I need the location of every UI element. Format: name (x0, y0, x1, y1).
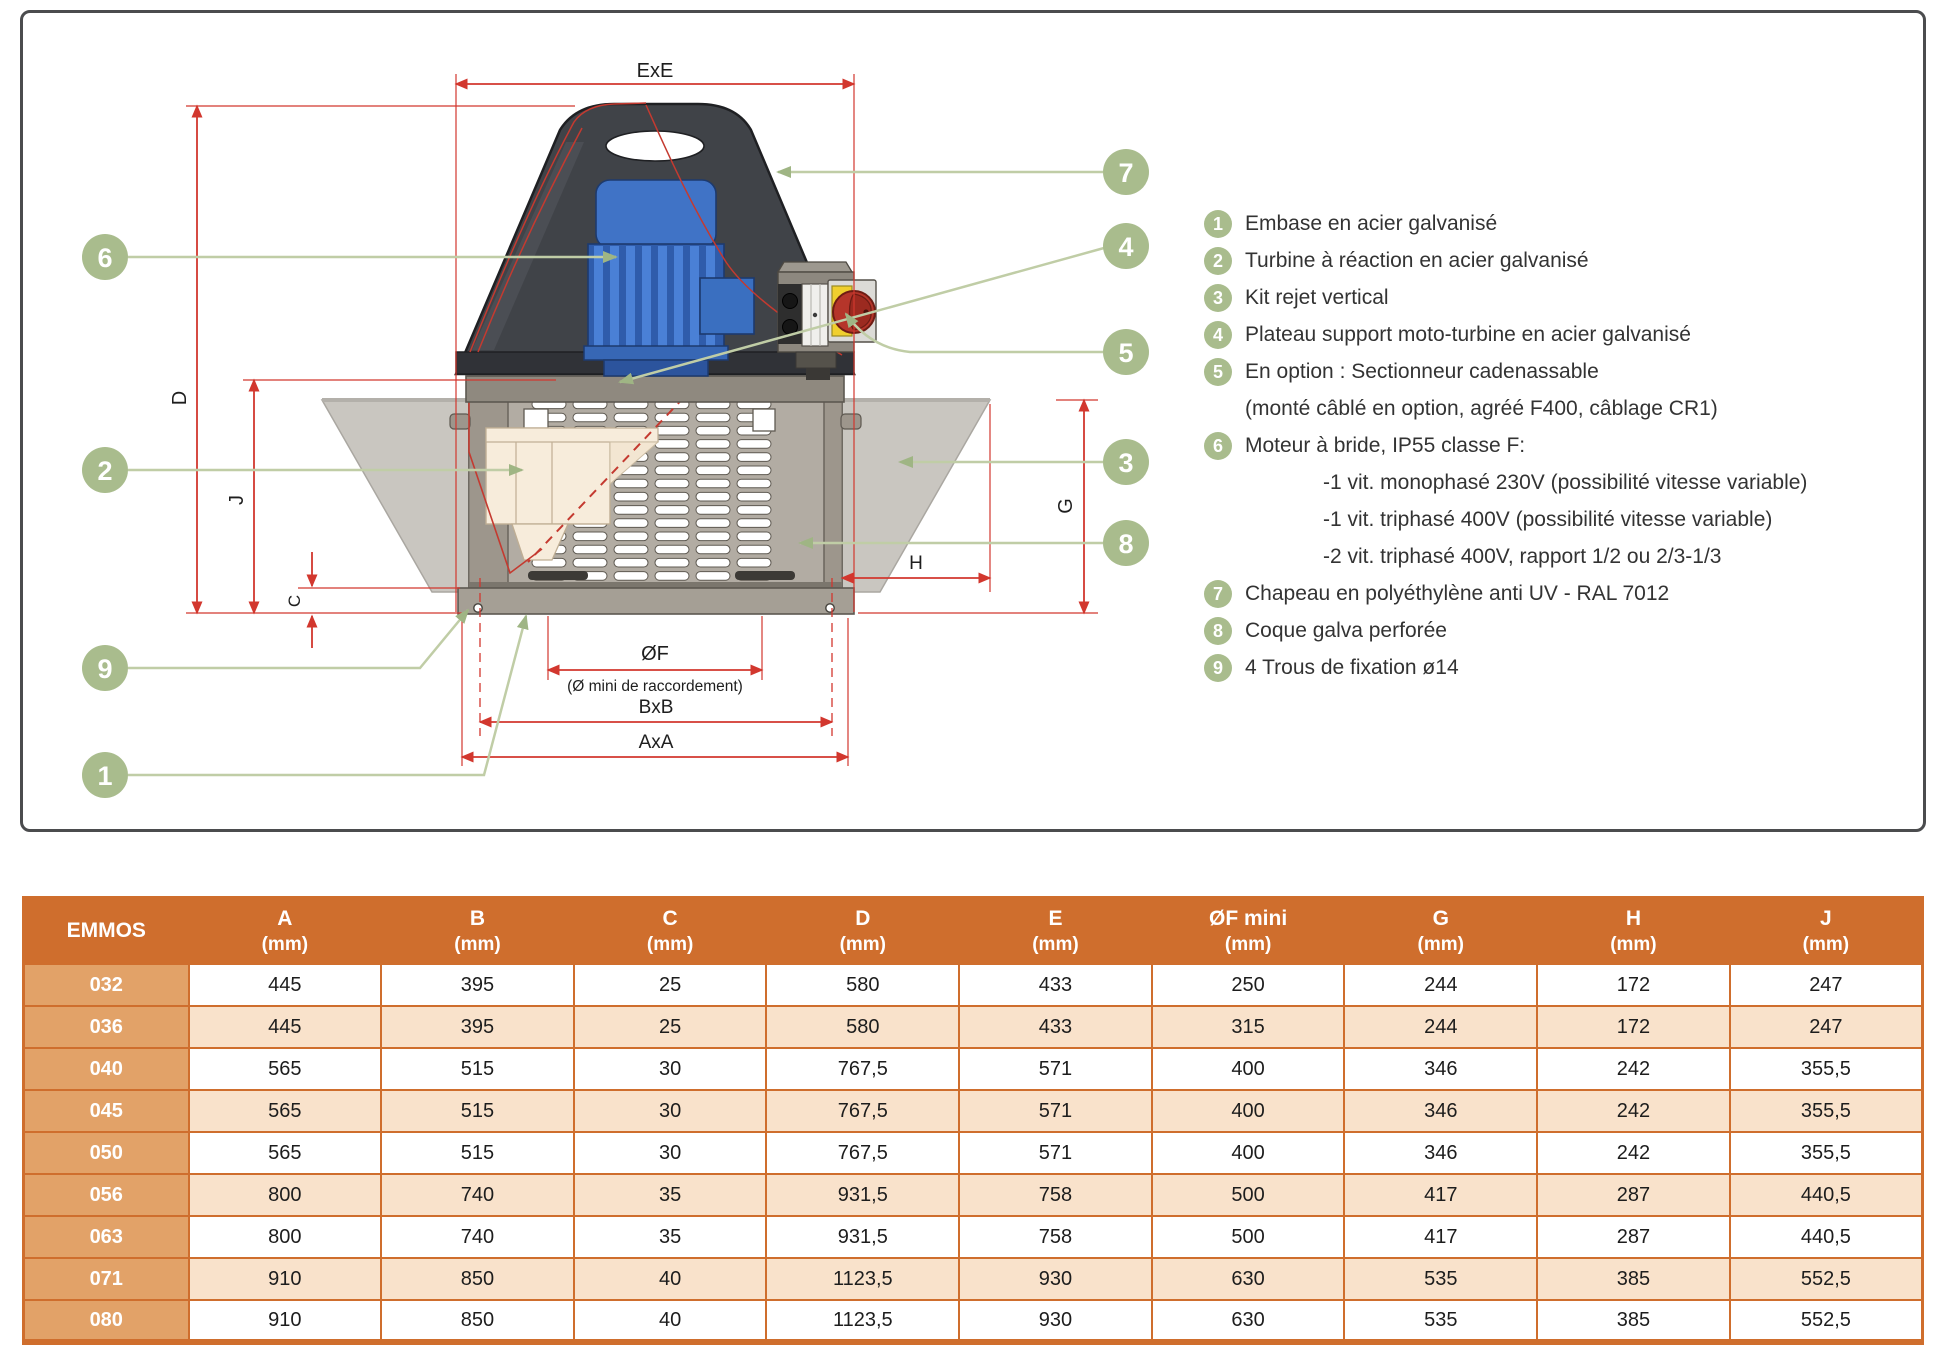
table-cell: 931,5 (766, 1216, 959, 1258)
legend-item (1204, 205, 1807, 242)
table-cell: 287 (1537, 1216, 1730, 1258)
diagram-panel (20, 10, 1926, 832)
column-header: A (mm) (189, 898, 382, 965)
legend-item-text: 4 Trous de fixation ø14 (1245, 655, 1459, 679)
table-cell: 242 (1537, 1132, 1730, 1174)
table-cell: 417 (1344, 1174, 1537, 1216)
table-cell: 244 (1344, 964, 1537, 1006)
callout-leader-9 (128, 610, 468, 668)
base-plate (458, 582, 854, 614)
table-cell: 287 (1537, 1174, 1730, 1216)
table-cell: 515 (381, 1132, 574, 1174)
legend-number: 6 (1204, 432, 1232, 460)
louver-slot (655, 453, 689, 462)
callout-number-7: 7 (1118, 158, 1134, 188)
legend-item (1204, 279, 1807, 316)
table-cell: 244 (1344, 1006, 1537, 1048)
table-cell: 758 (959, 1174, 1152, 1216)
dim-label-d: D (169, 390, 191, 406)
table-cell: 800 (189, 1174, 382, 1216)
legend-item (1204, 464, 1807, 501)
dim-label-g: G (1055, 498, 1077, 514)
legend-number: 9 (1204, 654, 1232, 682)
louver-slot (573, 558, 607, 567)
table-cell: 445 (189, 964, 382, 1006)
table-cell: 535 (1344, 1258, 1537, 1300)
callout-number-3: 3 (1118, 448, 1134, 478)
column-header: C (mm) (574, 898, 767, 965)
dim-label-of-sub: (Ø mini de raccordement) (567, 678, 743, 695)
table-cell: 395 (381, 1006, 574, 1048)
table-cell: 445 (189, 1006, 382, 1048)
legend-item-text: -1 vit. monophasé 230V (possibilité vitesse variable) (1323, 470, 1808, 494)
model-cell: 036 (24, 1006, 189, 1048)
legend-item-text: -2 vit. triphasé 400V, rapport 1/2 ou 2/3-1/3 (1323, 544, 1722, 568)
legend-item (1204, 353, 1807, 390)
louver-slot (696, 413, 730, 422)
table-cell: 931,5 (766, 1174, 959, 1216)
legend-item (1204, 538, 1807, 575)
table-cell: 242 (1537, 1090, 1730, 1132)
louver-slot (696, 466, 730, 475)
table-row-032 (24, 964, 1923, 1006)
louver-slot (737, 440, 771, 449)
table-cell: 565 (189, 1048, 382, 1090)
table-cell: 395 (381, 964, 574, 1006)
louver-slot (573, 413, 607, 422)
table-cell: 355,5 (1730, 1090, 1923, 1132)
table-cell: 565 (189, 1132, 382, 1174)
legend-item-text: En option : Sectionneur cadenassable (1245, 359, 1599, 383)
table-cell: 535 (1344, 1300, 1537, 1342)
dimension-table (22, 896, 1924, 1345)
model-cell: 080 (24, 1300, 189, 1342)
table-row-080 (24, 1300, 1923, 1342)
louver-slot (573, 532, 607, 541)
table-cell: 250 (1152, 964, 1345, 1006)
louver-slot (696, 453, 730, 462)
hood-handle-hole (606, 131, 704, 161)
callout-leader-5 (846, 314, 1103, 352)
legend-number: 3 (1204, 284, 1232, 312)
table-cell: 740 (381, 1174, 574, 1216)
louver-slot (655, 492, 689, 501)
legend-item-text: -1 vit. triphasé 400V (possibilité vitesse variable) (1323, 507, 1773, 531)
table-cell: 1123,5 (766, 1258, 959, 1300)
legend-item (1204, 649, 1807, 686)
table-cell: 400 (1152, 1132, 1345, 1174)
table-row-063 (24, 1216, 1923, 1258)
table-cell: 515 (381, 1090, 574, 1132)
legend-item (1204, 501, 1807, 538)
model-cell: 040 (24, 1048, 189, 1090)
louver-slot (696, 558, 730, 567)
table-row-050 (24, 1132, 1923, 1174)
dim-label-h: H (909, 553, 923, 574)
table-cell: 500 (1152, 1174, 1345, 1216)
callout-number-1: 1 (97, 761, 113, 791)
louver-slot (614, 558, 648, 567)
table-cell: 172 (1537, 1006, 1730, 1048)
louver-slot (696, 532, 730, 541)
legend-item-text: Moteur à bride, IP55 classe F: (1245, 433, 1526, 457)
model-cell: 071 (24, 1258, 189, 1300)
table-cell: 355,5 (1730, 1132, 1923, 1174)
table-cell: 35 (574, 1174, 767, 1216)
model-cell: 056 (24, 1174, 189, 1216)
table-cell: 930 (959, 1300, 1152, 1342)
louver-slot (655, 572, 689, 581)
column-header-model: EMMOS (24, 898, 189, 965)
louver-slot (737, 506, 771, 515)
dimension-table-wrap (22, 896, 1924, 1345)
louver-slot (655, 413, 689, 422)
table-cell: 767,5 (766, 1090, 959, 1132)
louver-slot (655, 506, 689, 515)
table-cell: 30 (574, 1048, 767, 1090)
column-header: E (mm) (959, 898, 1152, 965)
table-cell: 571 (959, 1048, 1152, 1090)
fixation-hole-left (474, 604, 482, 612)
table-cell: 433 (959, 1006, 1152, 1048)
legend-number: 1 (1204, 210, 1232, 238)
callout-leader-1 (128, 616, 526, 775)
louver-slot (573, 545, 607, 554)
model-cell: 050 (24, 1132, 189, 1174)
table-cell: 571 (959, 1132, 1152, 1174)
louver-slot (614, 532, 648, 541)
louver-slot (655, 479, 689, 488)
table-cell: 767,5 (766, 1048, 959, 1090)
louver-slot (737, 558, 771, 567)
table-cell: 440,5 (1730, 1174, 1923, 1216)
table-cell: 172 (1537, 964, 1730, 1006)
louver-slot (737, 519, 771, 528)
louver-slot (737, 492, 771, 501)
dim-label-c: C (285, 594, 304, 608)
legend-item-text: Kit rejet vertical (1245, 285, 1389, 309)
legend-number: 7 (1204, 580, 1232, 608)
table-cell: 740 (381, 1216, 574, 1258)
table-cell: 552,5 (1730, 1258, 1923, 1300)
louver-slot (614, 506, 648, 515)
table-cell: 25 (574, 964, 767, 1006)
table-cell: 385 (1537, 1300, 1730, 1342)
louver-slot (655, 466, 689, 475)
column-header: D (mm) (766, 898, 959, 965)
louver-slot (737, 453, 771, 462)
callout-number-2: 2 (97, 456, 113, 486)
table-cell: 910 (189, 1300, 382, 1342)
table-cell: 385 (1537, 1258, 1730, 1300)
table-row-040 (24, 1048, 1923, 1090)
table-cell: 440,5 (1730, 1216, 1923, 1258)
callout-number-8: 8 (1118, 529, 1134, 559)
table-cell: 30 (574, 1132, 767, 1174)
table-cell: 242 (1537, 1048, 1730, 1090)
legend-item-text: Embase en acier galvanisé (1245, 211, 1498, 235)
louver-slot (696, 506, 730, 515)
table-cell: 40 (574, 1300, 767, 1342)
model-cell: 032 (24, 964, 189, 1006)
column-header: ØF mini (mm) (1152, 898, 1345, 965)
legend-item-text: (monté câblé en option, agréé F400, câblage CR1) (1245, 396, 1718, 420)
louver-slot (696, 545, 730, 554)
model-cell: 063 (24, 1216, 189, 1258)
table-cell: 400 (1152, 1090, 1345, 1132)
dim-label-axa: AxA (638, 732, 674, 753)
table-cell: 758 (959, 1216, 1152, 1258)
column-header: G (mm) (1344, 898, 1537, 965)
table-cell: 247 (1730, 1006, 1923, 1048)
table-cell: 800 (189, 1216, 382, 1258)
louver-slot (655, 440, 689, 449)
legend-item (1204, 242, 1807, 279)
table-cell: 1123,5 (766, 1300, 959, 1342)
louver-slot (655, 558, 689, 567)
louver-slot (696, 479, 730, 488)
table-cell: 565 (189, 1090, 382, 1132)
legend-item (1204, 390, 1807, 427)
legend-item-text: Plateau support moto-turbine en acier galvanisé (1245, 322, 1691, 346)
louver-slot (614, 479, 648, 488)
legend-item-text: Chapeau en polyéthylène anti UV - RAL 7012 (1245, 581, 1670, 605)
table-cell: 40 (574, 1258, 767, 1300)
table-cell: 500 (1152, 1216, 1345, 1258)
louver-slot (737, 466, 771, 475)
table-cell: 315 (1152, 1006, 1345, 1048)
legend-item (1204, 427, 1807, 464)
louver-slot (696, 440, 730, 449)
louver-slot (696, 426, 730, 435)
table-cell: 767,5 (766, 1132, 959, 1174)
table-row-036 (24, 1006, 1923, 1048)
table-header-row (24, 898, 1923, 965)
dim-label-j: J (226, 495, 248, 505)
dim-label-of: ØF (641, 643, 669, 665)
table-cell: 346 (1344, 1048, 1537, 1090)
legend-item (1204, 316, 1807, 353)
louver-slot (655, 519, 689, 528)
callout-number-9: 9 (97, 654, 113, 684)
louver-slot (614, 413, 648, 422)
column-header: B (mm) (381, 898, 574, 965)
legend-item-text: Coque galva perforée (1245, 618, 1447, 642)
callout-number-5: 5 (1118, 338, 1134, 368)
table-row-056 (24, 1174, 1923, 1216)
table-cell: 850 (381, 1300, 574, 1342)
table-cell: 630 (1152, 1258, 1345, 1300)
fixation-hole-right (826, 604, 834, 612)
louver-slot (655, 532, 689, 541)
table-cell: 417 (1344, 1216, 1537, 1258)
table-cell: 355,5 (1730, 1048, 1923, 1090)
table-cell: 630 (1152, 1300, 1345, 1342)
legend-number: 8 (1204, 617, 1232, 645)
table-cell: 580 (766, 1006, 959, 1048)
louver-slot (614, 492, 648, 501)
table-cell: 433 (959, 964, 1152, 1006)
legend-number: 2 (1204, 247, 1232, 275)
louver-slot (655, 545, 689, 554)
column-header: J (mm) (1730, 898, 1923, 965)
model-cell: 045 (24, 1090, 189, 1132)
callout-number-4: 4 (1118, 232, 1134, 262)
louver-slot (737, 545, 771, 554)
table-cell: 910 (189, 1258, 382, 1300)
table-cell: 25 (574, 1006, 767, 1048)
table-cell: 346 (1344, 1132, 1537, 1174)
louver-slot (696, 519, 730, 528)
table-cell: 850 (381, 1258, 574, 1300)
column-header: H (mm) (1537, 898, 1730, 965)
table-cell: 400 (1152, 1048, 1345, 1090)
table-cell: 30 (574, 1090, 767, 1132)
legend-item-text: Turbine à réaction en acier galvanisé (1245, 248, 1589, 272)
louver-slot (614, 572, 648, 581)
dim-label-bxb: BxB (638, 697, 674, 718)
table-cell: 930 (959, 1258, 1152, 1300)
louver-slot (614, 545, 648, 554)
dim-label-exe: ExE (636, 60, 674, 82)
table-cell: 580 (766, 964, 959, 1006)
table-row-071 (24, 1258, 1923, 1300)
legend (1204, 205, 1807, 686)
table-cell: 247 (1730, 964, 1923, 1006)
table-cell: 35 (574, 1216, 767, 1258)
table-cell: 552,5 (1730, 1300, 1923, 1342)
legend-item (1204, 575, 1807, 612)
louver-slot (737, 479, 771, 488)
table-cell: 571 (959, 1090, 1152, 1132)
callout-number-6: 6 (97, 243, 113, 273)
table-cell: 346 (1344, 1090, 1537, 1132)
table-cell: 515 (381, 1048, 574, 1090)
louver-slot (614, 519, 648, 528)
legend-number: 4 (1204, 321, 1232, 349)
table-row-045 (24, 1090, 1923, 1132)
louver-slot (655, 426, 689, 435)
louver-slot (737, 532, 771, 541)
legend-item (1204, 612, 1807, 649)
louver-slot (696, 492, 730, 501)
louver-slot (696, 572, 730, 581)
legend-number: 5 (1204, 358, 1232, 386)
